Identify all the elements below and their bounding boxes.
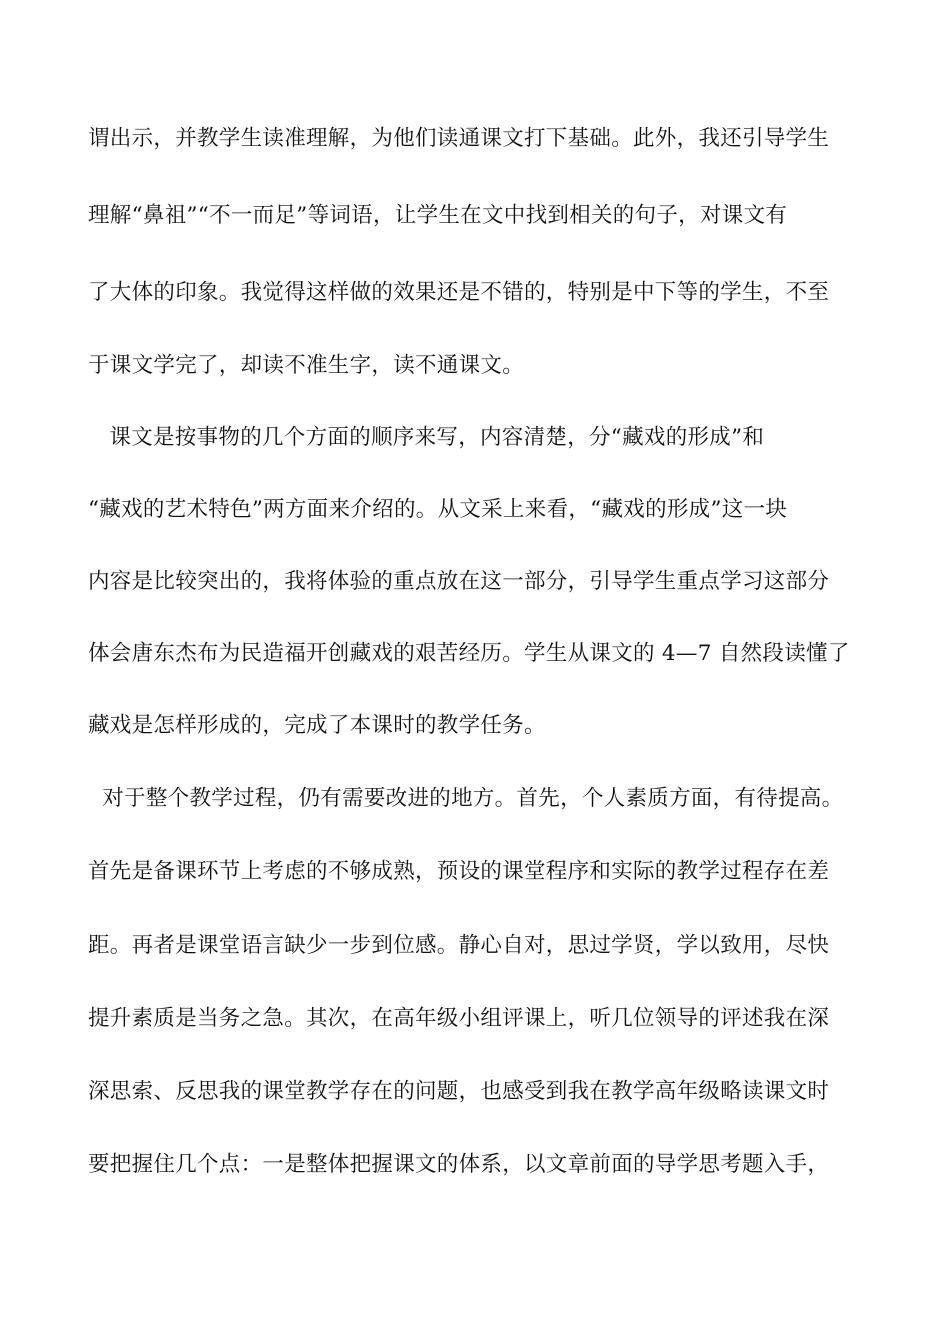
text-line: 提升素质是当务之急。其次，在高年级小组评课上，听几位领导的评述我在深	[88, 1006, 830, 1031]
text-line: 了大体的印象。我觉得这样做的效果还是不错的，特别是中下等的学生，不至	[88, 280, 830, 305]
text-line: 体会唐东杰布为民造福开创藏戏的艰苦经历。学生从课文的 4—7 自然段读懂了	[88, 641, 850, 666]
text-line: 距。再者是课堂语言缺少一步到位感。静心自对，思过学贤，学以致用，尽快	[88, 933, 830, 958]
text-line: 内容是比较突出的，我将体验的重点放在这一部分，引导学生重点学习这部分	[88, 569, 830, 594]
text-line: 于课文学完了，却读不准生字，读不通课文。	[88, 353, 525, 378]
text-line: 深思索、反思我的课堂教学存在的问题，也感受到我在教学高年级略读课文时	[88, 1079, 830, 1104]
text-line: 谓出示，并教学生读准理解，为他们读通课文打下基础。此外，我还引导学生	[88, 126, 830, 151]
text-line: 藏戏是怎样形成的，完成了本课时的教学任务。	[88, 713, 546, 738]
text-line: 首先是备课环节上考虑的不够成熟，预设的课堂程序和实际的教学过程存在差	[88, 859, 830, 884]
text-line: 要把握住几个点：一是整体把握课文的体系，以文章前面的导学思考题入手，	[88, 1152, 830, 1177]
text-line: “藏戏的艺术特色”两方面来介绍的。从文采上来看，“藏戏的形成”这一块	[88, 497, 788, 522]
text-line: 对于整个教学过程，仍有需要改进的地方。首先，个人素质方面，有待提高。	[88, 786, 844, 811]
text-line: 课文是按事物的几个方面的顺序来写，内容清楚，分“藏戏的形成”和	[88, 425, 765, 450]
text-line: 理解“鼻祖”“不一而足”等词语，让学生在文中找到相关的句子，对课文有	[88, 203, 788, 228]
